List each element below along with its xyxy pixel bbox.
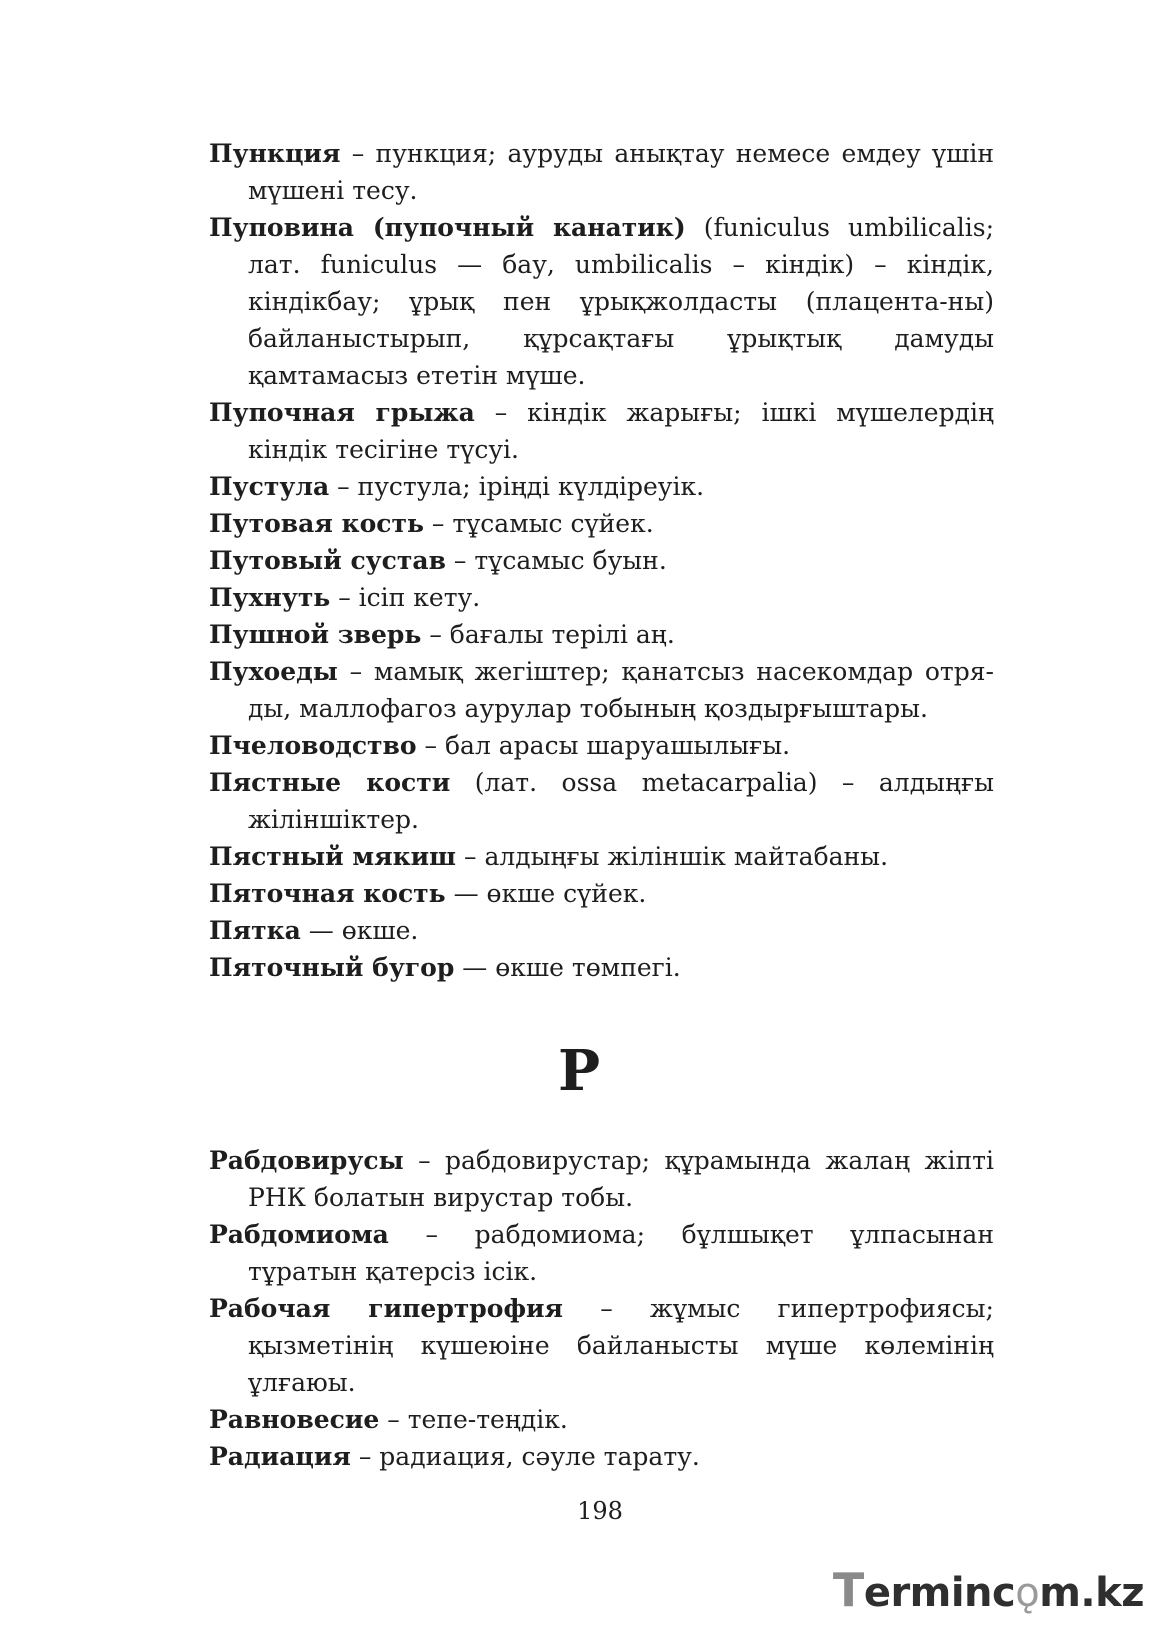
entry-term: Путовый сустав (209, 546, 446, 575)
entry-term: Пухнуть (209, 583, 331, 612)
entry-definition: – радиация, сәуле тарату. (350, 1442, 700, 1471)
entry-term: Пяточная кость (209, 879, 446, 908)
entry-definition: – бағалы терілі аң. (421, 620, 675, 649)
entry-definition: – тепе-теңдік. (379, 1405, 568, 1434)
entry-term: Пункция (209, 139, 341, 168)
entry (209, 838, 994, 875)
entry-term: Пястные кости (209, 768, 451, 797)
entry (209, 468, 994, 505)
entry-definition: – тұсамыс буын. (445, 546, 667, 575)
entry (209, 542, 994, 579)
section-letter: Р (557, 1038, 601, 1104)
entry-definition: — өкше сүйек. (445, 879, 647, 908)
entry-definition: – кіндік жарығы; ішкі мүшелердің кіндік тесігіне түсуі. (248, 398, 995, 464)
entry (209, 875, 994, 912)
entry-definition: – пустула; іріңді күлдіреуік. (329, 472, 705, 501)
entry (209, 949, 994, 986)
entry-definition: (лат. ossa metacarpalia) – алдыңғы жіліншіктер. (248, 768, 994, 834)
watermark-text-1: erminc (863, 1570, 1016, 1616)
entry-list-bottom (209, 1142, 994, 1475)
entry (209, 727, 994, 764)
entry-term: Пуповина (пупочный канатик) (209, 213, 686, 242)
entry-definition: – алдыңғы жіліншік майтабаны. (456, 842, 889, 871)
entry-term: Пяточный бугор (209, 953, 455, 982)
entry (209, 616, 994, 653)
entry-term: Путовая кость (209, 509, 424, 538)
entry (209, 1401, 994, 1438)
entry (209, 764, 994, 838)
entry (209, 209, 994, 394)
entry-list-top (209, 135, 994, 986)
entry-definition: (funiculus umbilicalis; лат. funiculus — бау, umbilicalis – кіндік) – кіндік, кіндікбау; ұрық пен ұрықжолдасты (плацента-ны) байланыстырып, құрсақтағы ұрықтық дамуды қамтамасыз ететін мүше. (248, 213, 995, 390)
entry-term: Пупочная грыжа (209, 398, 475, 427)
entry-definition: – рабдомиома; бұлшықет ұлпасынан тұратын қатерсіз ісік. (248, 1220, 994, 1286)
site-watermark (833, 1563, 1144, 1617)
page-number: 198 (577, 1497, 623, 1525)
entry-term: Пухоеды (209, 657, 338, 686)
entry (209, 505, 994, 542)
entry (209, 579, 994, 616)
entry-term: Рабочая гипертрофия (209, 1294, 564, 1323)
entry-term: Рабдовирусы (209, 1146, 404, 1175)
entry-definition: — өкше төмпегі. (454, 953, 681, 982)
entry-term: Пушной зверь (209, 620, 422, 649)
entry-term: Радиация (209, 1442, 351, 1471)
entry-term: Рабдомиома (209, 1220, 389, 1249)
entry (209, 1142, 994, 1216)
entry (209, 1216, 994, 1290)
magnifier-icon: ǫ (1015, 1570, 1040, 1616)
entry (209, 1290, 994, 1401)
entry-definition: — өкше. (300, 916, 419, 945)
entry-definition: – рабдовирустар; құрамында жалаң жіпті РНК болатын вирустар тобы. (248, 1146, 994, 1212)
entry-term: Пчеловодство (209, 731, 417, 760)
entry-definition: – бал арасы шаруашылығы. (416, 731, 791, 760)
entry-definition: – ісіп кету. (330, 583, 481, 612)
entry-definition: – тұсамыс сүйек. (423, 509, 654, 538)
entry-term: Пястный мякиш (209, 842, 457, 871)
entry-definition: – жұмыс гипертрофиясы; қызметінің күшеюіне байланысты мүше көлемінің ұлғаюы. (248, 1294, 994, 1397)
watermark-text-2: m.kz (1039, 1570, 1144, 1616)
watermark-t: T (832, 1563, 864, 1617)
entry-definition: – мамық жегіштер; қанатсыз насекомдар отря-ды, маллофагоз аурулар тобының қоздырғыштары. (248, 657, 994, 723)
entry (209, 394, 994, 468)
entry (209, 135, 994, 209)
entry-term: Равновесие (209, 1405, 380, 1434)
entry (209, 653, 994, 727)
entry-term: Пятка (209, 916, 301, 945)
entry (209, 1438, 994, 1475)
entry-term: Пустула (209, 472, 330, 501)
entry-definition: – пункция; ауруды анықтау немесе емдеу үшін мүшені тесу. (248, 139, 994, 205)
entry (209, 912, 994, 949)
